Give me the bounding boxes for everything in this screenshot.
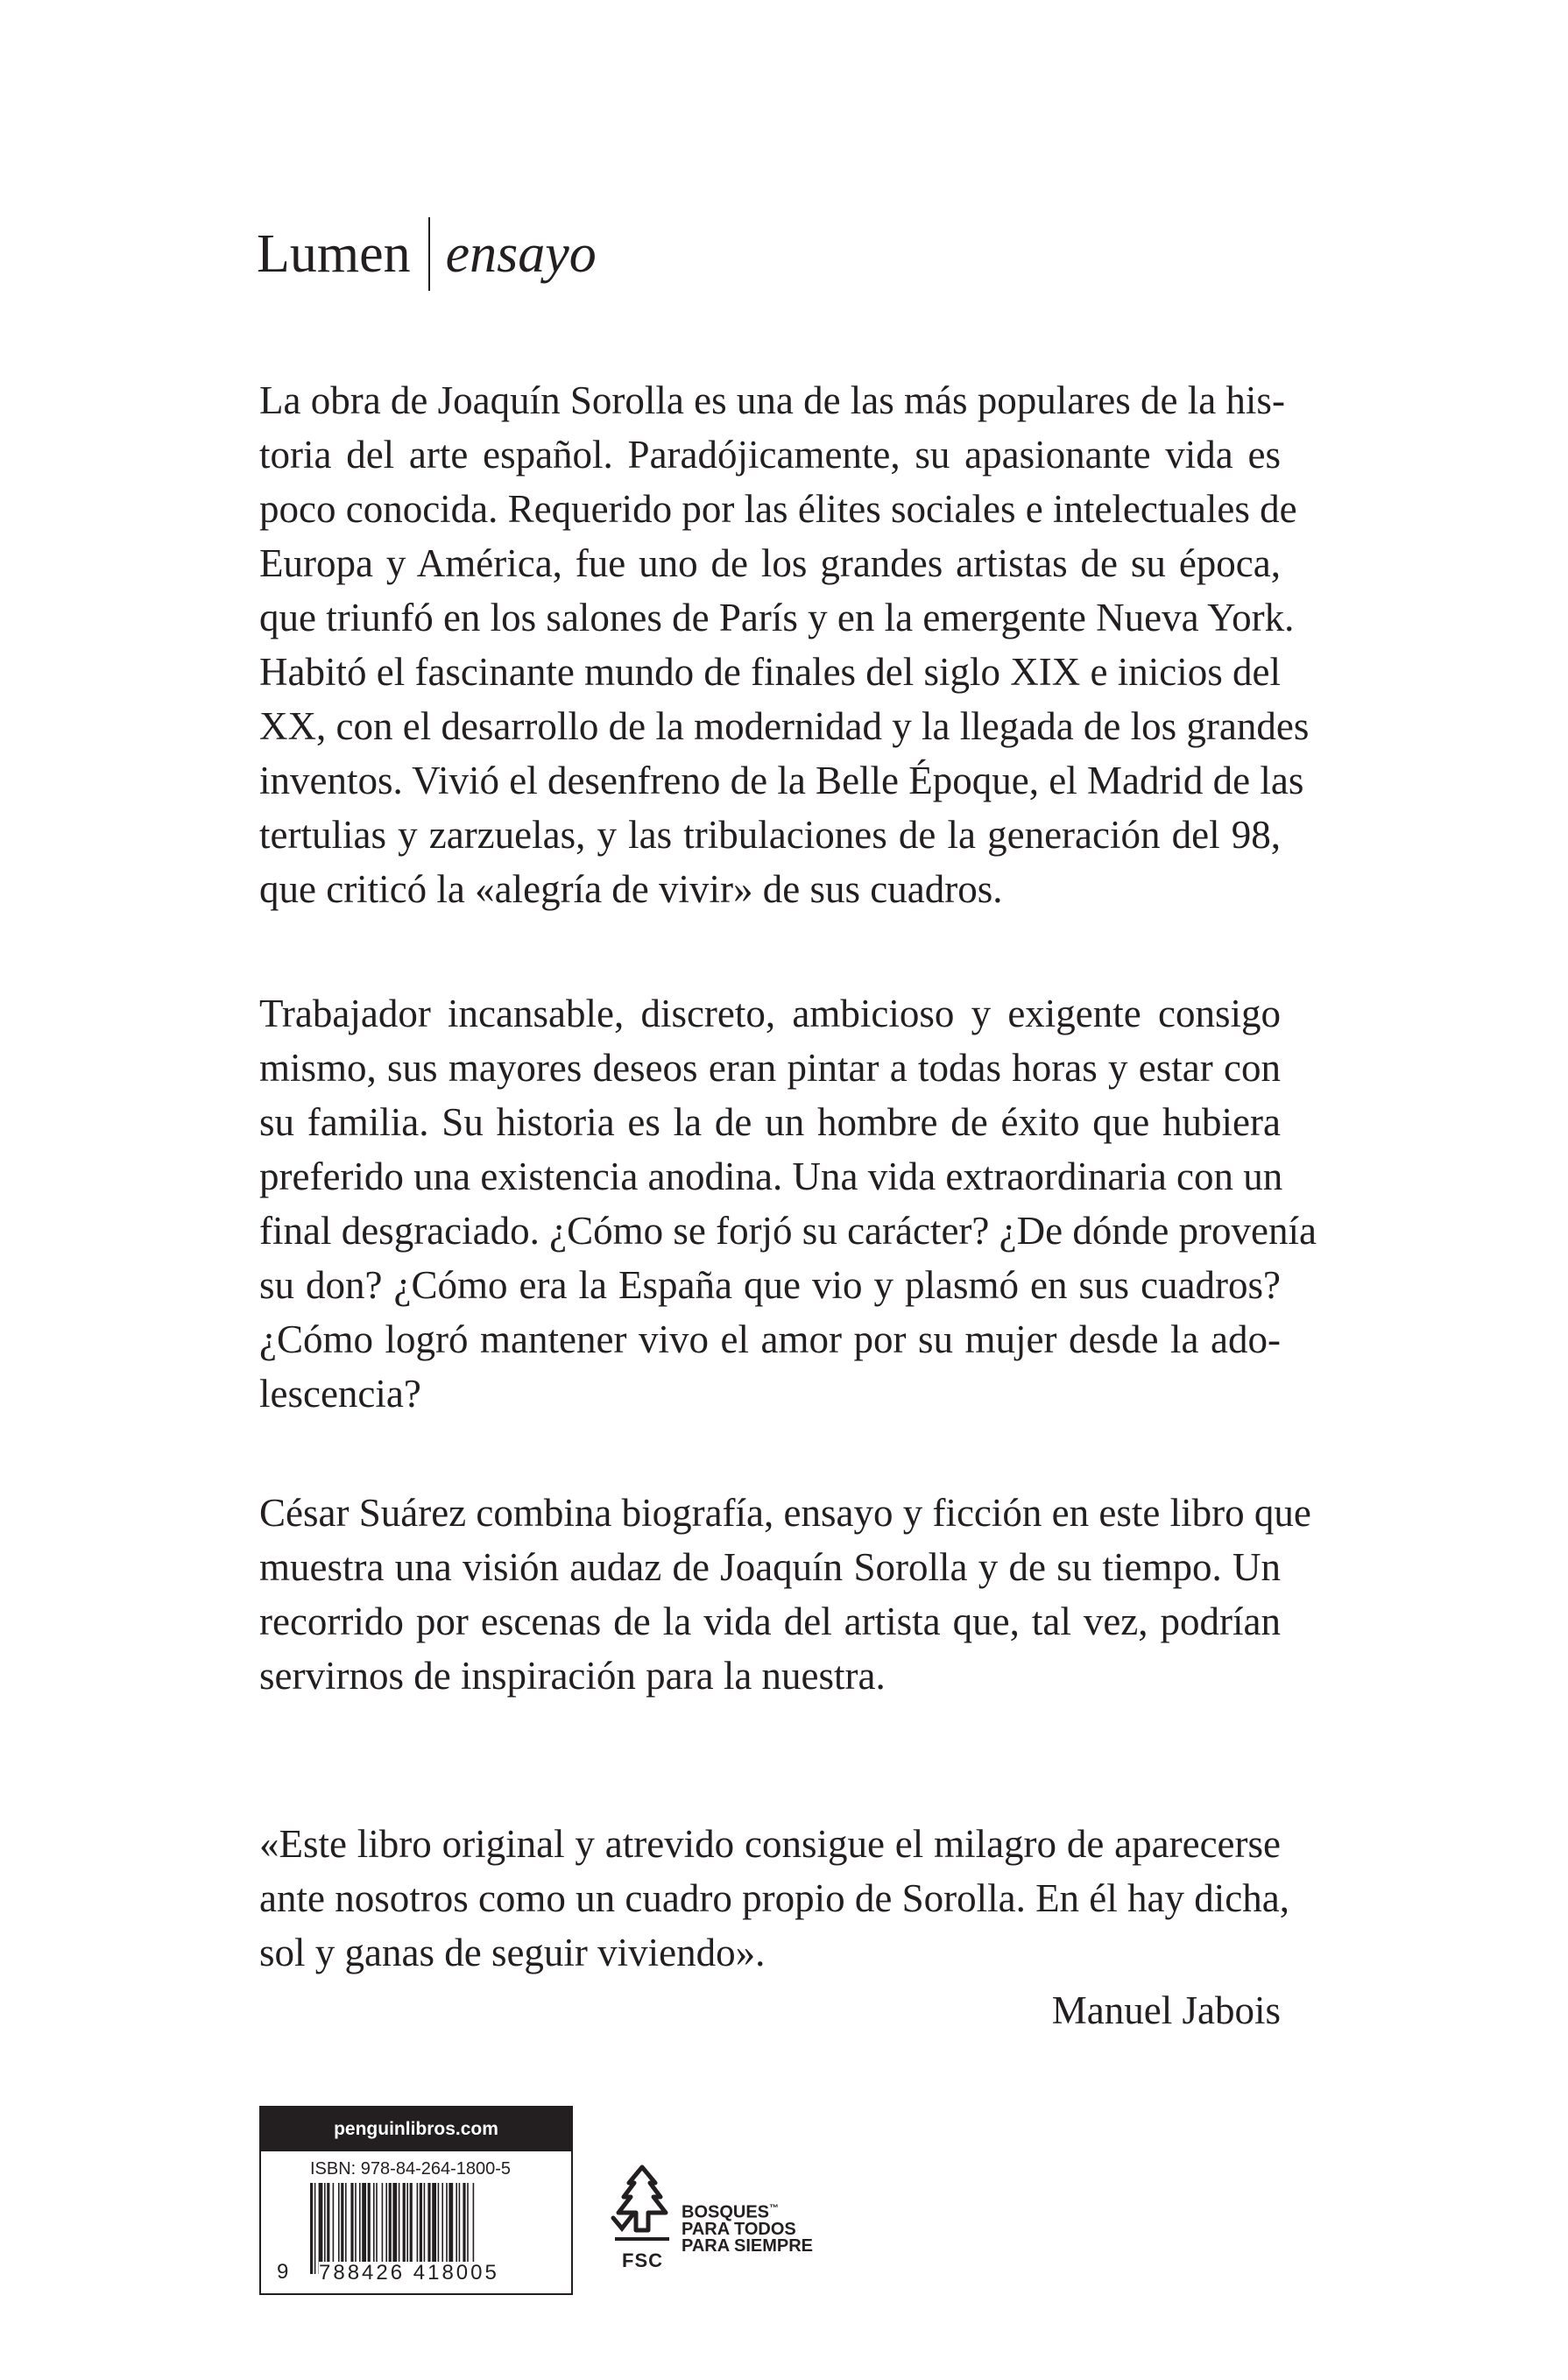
text-line: Trabajador incansable, discreto, ambicioso y exigente consigo <box>259 992 1281 1035</box>
imprint-name: Lumen <box>257 223 411 284</box>
fsc-slogan-line-1: BOSQUES™ <box>682 2202 780 2222</box>
text-line: ¿Cómo logró mantener vivo el amor por su mujer desde la ado- <box>259 1317 1281 1361</box>
text-line: su don? ¿Cómo era la España que vio y plasmó en sus cuadros? <box>259 1263 1281 1307</box>
text-line: su familia. Su historia es la de un hombre de éxito que hubiera <box>259 1100 1281 1144</box>
text-line: Europa y América, fue uno de los grandes artistas de su época, <box>259 541 1281 585</box>
isbn-label: ISBN: 978-84-264-1800-5 <box>310 2159 512 2179</box>
fsc-slogan-line-3: PARA SIEMPRE <box>682 2235 814 2256</box>
publisher-website: penguinlibros.com <box>261 2108 571 2151</box>
isbn-barcode-box <box>259 2106 573 2295</box>
blurb-paragraph-1 <box>259 373 1310 916</box>
barcode-first-digit: 9 <box>277 2260 289 2284</box>
text-line: recorrido por escenas de la vida del artista que, tal vez, podrían <box>259 1600 1281 1643</box>
barcode-bar <box>310 2183 313 2274</box>
text-line: tertulias y zarzuelas, y las tribulaciones de la generación del 98, <box>259 813 1281 857</box>
text-line: inventos. Vivió el desenfreno de la Belle Époque, el Madrid de las <box>259 759 1304 802</box>
text-line: servirnos de inspiración para la nuestra. <box>259 1654 886 1698</box>
text-line: lescencia? <box>259 1372 421 1416</box>
fsc-certification <box>610 2164 837 2286</box>
barcode-bar <box>314 2183 316 2274</box>
text-line: La obra de Joaquín Sorolla es una de las más populares de la his- <box>259 378 1285 422</box>
text-line: preferido una existencia anodina. Una vida extraordinaria con un <box>259 1155 1283 1198</box>
brand-separator <box>428 217 430 291</box>
blurb-paragraph-3 <box>259 1486 1311 1703</box>
blurb-paragraph-2 <box>259 986 1317 1421</box>
fsc-acronym: FSC <box>622 2249 663 2271</box>
fsc-slogan-line-2: PARA TODOS <box>682 2219 796 2239</box>
fsc-tree-check-icon <box>610 2164 675 2244</box>
collection-name: ensayo <box>445 223 597 284</box>
text-line: XX, con el desarrollo de la modernidad y la llegada de los grandes <box>259 704 1310 748</box>
text-line: poco conocida. Requerido por las élites sociales e intelectuales de <box>259 487 1297 531</box>
fsc-slogan <box>682 2200 813 2255</box>
quote-author: Manuel Jabois <box>1051 1988 1281 2032</box>
publisher-brand <box>257 215 597 293</box>
text-line: mismo, sus mayores deseos eran pintar a todas horas y estar con <box>259 1046 1281 1090</box>
text-line: que triunfó en los salones de París y en la emergente Nueva York. <box>259 596 1295 639</box>
text-line: final desgraciado. ¿Cómo se forjó su carácter? ¿De dónde provenía <box>259 1209 1317 1253</box>
review-quote <box>259 1817 1289 1980</box>
quote-line: sol y ganas de seguir viviendo». <box>259 1931 766 1974</box>
barcode-digits: 788426 418005 <box>319 2262 564 2285</box>
quote-line: ante nosotros como un cuadro propio de Sorolla. En él hay dicha, <box>259 1876 1289 1920</box>
quote-line: «Este libro original y atrevido consigue el milagro de aparecerse <box>259 1822 1281 1866</box>
text-line: Habitó el fascinante mundo de finales del siglo XIX e inicios del <box>259 650 1281 694</box>
text-line: toria del arte español. Paradójicamente, su apasionante vida es <box>259 433 1281 477</box>
text-line: que criticó la «alegría de vivir» de sus cuadros. <box>259 867 1003 911</box>
text-line: César Suárez combina biografía, ensayo y ficción en este libro que <box>259 1491 1311 1535</box>
text-line: muestra una visión audaz de Joaquín Sorolla y de su tiempo. Un <box>259 1545 1281 1589</box>
